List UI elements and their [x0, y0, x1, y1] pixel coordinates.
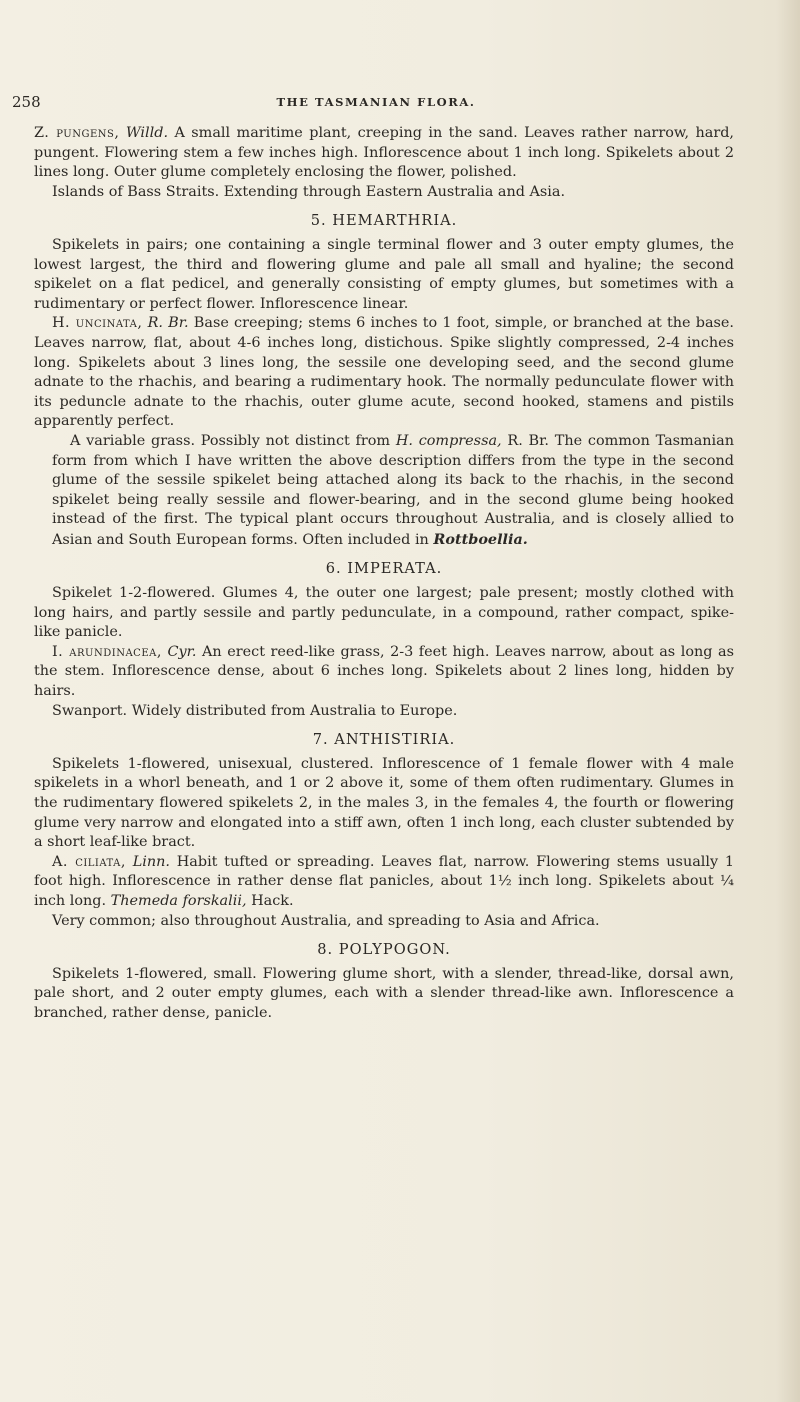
genus-heading-imperata: 6. IMPERATA.: [325, 560, 443, 578]
page-body: [34, 124, 734, 1024]
genus-heading-polypogon: 8. POLYPOGON.: [317, 941, 451, 959]
distribution: Swanport. Widely distributed from Australia to Europe.: [52, 702, 458, 719]
species-description: Base creeping; stems 6 inches to 1 foot, simple, or branched at the base. Leaves narrow, flat, about 4-6 inches long, distichous. Spike slightly compressed, 2-4 inches long. Spikelets about 3 lines long, the sessile one developing seed, and the second glume adnate to the rhachis, and bearing a rudimentary hook. The normally pedunculate flower with its peduncle adnate to the rhachis, outer glume acute, second hooked, stamens and pistils apparently perfect.: [34, 315, 734, 430]
species-name: A. ciliata,: [52, 853, 126, 870]
species-a-ciliata: A. ciliata, Linn. Habit tufted or spreading. Leaves flat, narrow. Flowering stems usually 1 foot high. Inflorescence in rather dense flat panicles, about 1½ inch long. Spikelets about ¼ inch long. Themeda forskalii, Hack.: [34, 853, 735, 909]
genus-description: Spikelet 1-2-flowered. Glumes 4, the outer one largest; pale present; mostly clothed with long hairs, and partly sessile and partly pedunculate, in a compound, rather compact, spike-like panicle.: [34, 585, 734, 641]
species-description: Habit tufted or spreading. Leaves flat, narrow. Flowering stems usually 1 foot high. Inflorescence in rather dense flat panicles, about 1½ inch long. Spikelets about ¼ inch long.: [34, 853, 735, 909]
species-synonym: Themeda forskalii,: [110, 892, 247, 909]
genus-description: Spikelets 1-flowered, small. Flowering glume short, with a slender, thread-like, dorsal awn, pale short, and 2 outer empty glumes, each with a slender thread-like awn. Inflorescence a branched, rather dense, panicle.: [34, 965, 734, 1021]
species-author: Willd.: [125, 125, 169, 141]
page-header: [12, 93, 740, 115]
distribution: Islands of Bass Straits. Extending through Eastern Australia and Asia.: [52, 183, 566, 200]
species-z-pungens: [34, 124, 734, 183]
species-author: Cyr.: [167, 643, 197, 660]
distribution: Very common; also throughout Australia, and spreading to Asia and Africa.: [52, 912, 600, 929]
species-author: Linn.: [132, 853, 170, 870]
genus-description: Spikelets in pairs; one containing a single terminal flower and 3 outer empty glumes, the lowest largest, the third and flowering glume and pale all small and hyaline; the second spikelet on a flat pedicel, and generally consisting of empty glumes, but sometimes with a rudimentary or perfect flower. Inflorescence linear.: [34, 236, 734, 312]
species-h-uncinata: [34, 314, 734, 432]
species-i-arundinacea: [34, 643, 734, 702]
running-title: THE TASMANIAN FLORA.: [276, 95, 476, 109]
species-name: Z. pungens,: [34, 125, 120, 141]
species-description: A small maritime plant, creeping in the sand. Leaves rather narrow, hard, pungent. Flowering stem a few inches high. Inflorescence about 1 inch long. Spikelets about 2 lines long. Outer glume completely enclosing the flower, polished.: [34, 125, 734, 181]
species-description: An erect reed-like grass, 2-3 feet high. Leaves narrow, about as long as the stem. Inflorescence dense, about 6 inches long. Spikelets about 2 lines long, hidden by hairs.: [34, 643, 734, 700]
genus-heading-hemarthria: 5. HEMARTHRIA.: [310, 212, 458, 230]
species-name: I. arundinacea,: [52, 643, 162, 660]
species-author: R. Br.: [147, 315, 189, 332]
genus-description: Spikelets 1-flowered, unisexual, clustered. Inflorescence of 1 female flower with 4 male spikelets in a whorl beneath, and 1 or 2 above it, some of them often rudimentary. Glumes in the rudimentary flowered spikelets 2, in the males 3, in the females 4, the fourth or flowering glume very narrow and elongated into a stiff awn, often 1 inch long, each cluster subtended by a short leaf-like bract.: [34, 755, 734, 851]
species-name: H. uncinata,: [52, 315, 143, 332]
species-note: A variable grass. Possibly not distinct from H. compressa, R. Br. The common Tasmanian form from which I have written the above description differs from the type in the second glume of the sessile spikelet being attached along its back to the rhachis, in the second spikelet being really sessile and flower-bearing, and in the second glume being hooked instead of the first. The typical plant occurs throughout Australia, and is closely allied to Asian and South European forms. Often included in Rottboellia.: [52, 432, 734, 548]
genus-heading-anthistiria: 7. ANTHISTIRIA.: [312, 731, 456, 749]
page-number: 258: [12, 93, 41, 111]
